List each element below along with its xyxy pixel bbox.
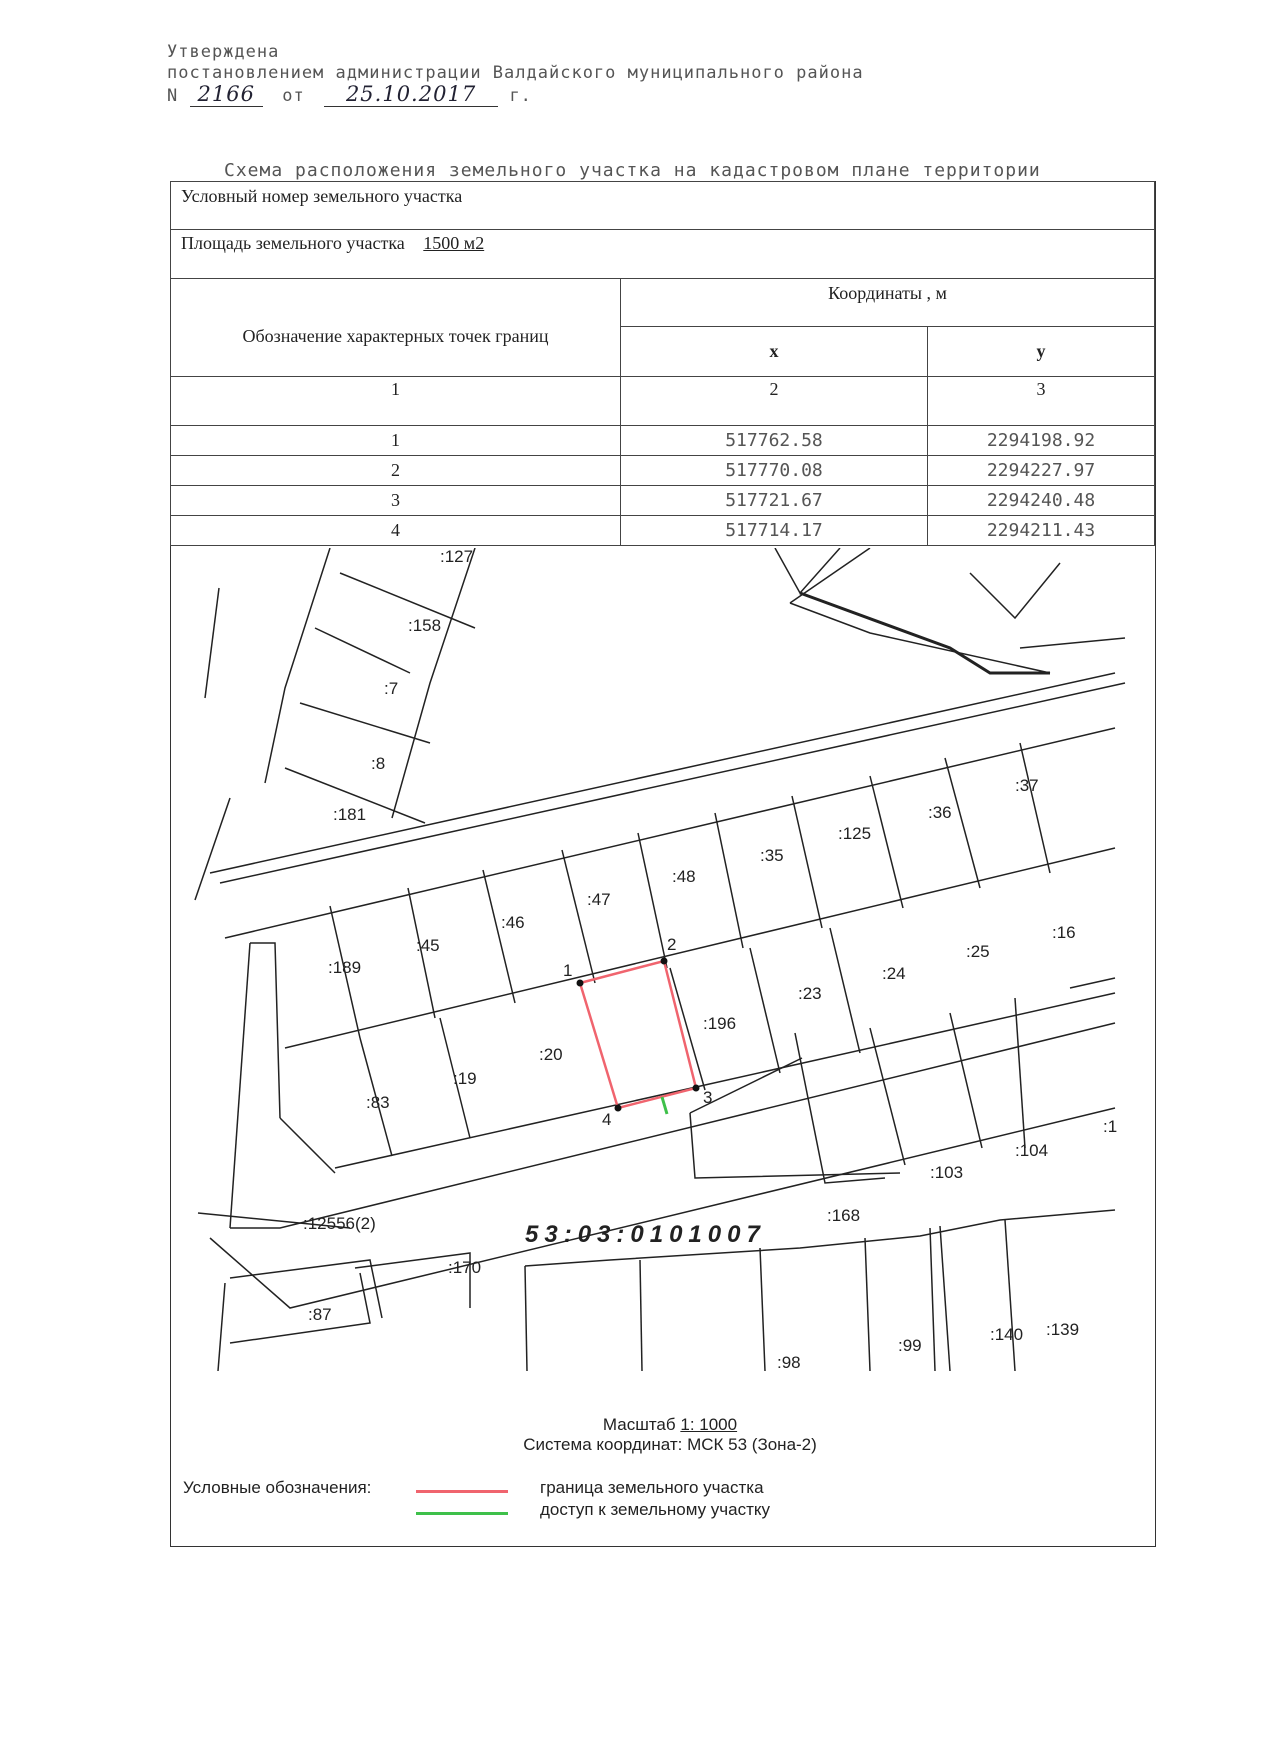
parcel-label: :16: [1052, 923, 1076, 942]
parcel-label: :104: [1015, 1141, 1049, 1160]
y-cell: 2294198.92: [928, 426, 1155, 456]
legend-title: Условные обозначения:: [183, 1478, 372, 1497]
parcel-label: :20: [539, 1045, 563, 1064]
parcel-label: :46: [501, 913, 525, 932]
parcel-label: :12556(2): [303, 1214, 376, 1233]
table-row: [171, 486, 1155, 516]
boundary-point: [577, 980, 584, 987]
area-cell: [171, 230, 1155, 279]
parcel-label: :45: [416, 936, 440, 955]
parcel-label: :48: [672, 867, 696, 886]
parcel-label: :83: [366, 1093, 390, 1112]
point-cell: 3: [171, 486, 621, 516]
cadastral-quarter-number: 53:03:0101007: [525, 1221, 766, 1248]
y-cell: 2294227.97: [928, 456, 1155, 486]
parcel-label: :196: [703, 1014, 737, 1033]
parcel-label: :140: [990, 1325, 1024, 1344]
coords-header: Координаты , м: [621, 279, 1155, 327]
parcel-label: :19: [453, 1069, 477, 1088]
column-number-row: [171, 377, 1155, 426]
y-header: y: [928, 327, 1155, 377]
scheme-title: Схема расположения земельного участка на кадастровом плане территории: [224, 160, 1041, 181]
map-svg: [170, 548, 1156, 1373]
parcel-label: :125: [838, 824, 872, 843]
x-cell: 517762.58: [621, 426, 928, 456]
parcel-label: :103: [930, 1163, 964, 1182]
point-label: 1: [563, 961, 573, 980]
column-number: 2: [621, 377, 928, 426]
area-row: [171, 230, 1155, 279]
scale-label: Масштаб: [602, 1415, 676, 1434]
parcel-label: :25: [966, 942, 990, 961]
parcel-label: :98: [777, 1353, 801, 1372]
table-row: [171, 456, 1155, 486]
decree-number: 2166: [190, 82, 263, 107]
decree-date: 25.10.2017: [324, 82, 498, 107]
point-label: 3: [703, 1088, 713, 1107]
point-label: 4: [602, 1110, 612, 1129]
parcel-label: :139: [1046, 1320, 1080, 1339]
boundary-point: [615, 1105, 622, 1112]
legend-access-line: [416, 1512, 508, 1515]
header-row-1: [171, 279, 1155, 327]
parcel-label: :127: [440, 548, 474, 566]
parcel-label: :1: [1103, 1117, 1118, 1136]
scale-line: [470, 1415, 870, 1435]
boundary-point: [661, 958, 668, 965]
conditional-number-row: [171, 182, 1155, 230]
x-header: x: [621, 327, 928, 377]
coord-system: Система координат: МСК 53 (Зона-2): [523, 1435, 817, 1454]
subject-parcel-boundary: [580, 961, 696, 1108]
access-marker: [662, 1097, 667, 1114]
parcel-label: :7: [384, 679, 399, 698]
legend-access-text: доступ к земельному участку: [540, 1500, 771, 1519]
column-number: 1: [171, 377, 621, 426]
parcel-label: :189: [328, 958, 362, 977]
from-label: от: [282, 86, 305, 106]
x-cell: 517714.17: [621, 516, 928, 546]
legend-boundary-text: граница земельного участка: [540, 1478, 764, 1497]
parcel-label: :99: [898, 1336, 922, 1355]
parcel-label: :181: [333, 805, 367, 824]
point-cell: 4: [171, 516, 621, 546]
approval-line-3: [167, 84, 864, 107]
point-cell: 2: [171, 456, 621, 486]
parcel-label: :158: [408, 616, 442, 635]
legend-boundary-line: [416, 1490, 508, 1493]
table-row: [171, 426, 1155, 456]
year-suffix: г.: [509, 86, 532, 106]
boundary-point: [693, 1085, 700, 1092]
number-label: N: [167, 86, 179, 106]
y-cell: 2294211.43: [928, 516, 1155, 546]
x-cell: 517770.08: [621, 456, 928, 486]
x-cell: 517721.67: [621, 486, 928, 516]
approval-line-2: постановлением администрации Валдайского муниципального района: [167, 63, 864, 83]
y-cell: 2294240.48: [928, 486, 1155, 516]
point-cell: 1: [171, 426, 621, 456]
point-label: 2: [667, 935, 677, 954]
parcel-label: :170: [448, 1258, 482, 1277]
parcel-label: :47: [587, 890, 611, 909]
approval-header: [167, 42, 864, 107]
column-number: 3: [928, 377, 1155, 426]
parcel-label: :36: [928, 803, 952, 822]
coordinates-table: [170, 181, 1155, 546]
points-header: Обозначение характерных точек границ: [171, 279, 621, 377]
area-value: 1500 м2: [423, 233, 485, 253]
table-row: [171, 516, 1155, 546]
scale-value: 1: 1000: [680, 1415, 738, 1434]
approval-line-1: Утверждена: [167, 42, 280, 62]
scale-block: [470, 1415, 870, 1455]
parcel-label: :23: [798, 984, 822, 1003]
parcel-label: :8: [371, 754, 386, 773]
cadastral-map: [170, 548, 1156, 1373]
parcel-label: :24: [882, 964, 906, 983]
parcel-label: :35: [760, 846, 784, 865]
parcel-label: :37: [1015, 776, 1039, 795]
thick-boundary: [800, 593, 1050, 673]
parcel-label: :168: [827, 1206, 861, 1225]
parcel-label: :87: [308, 1305, 332, 1324]
area-label: Площадь земельного участка: [181, 233, 405, 253]
conditional-number-label: Условный номер земельного участка: [171, 182, 1155, 230]
